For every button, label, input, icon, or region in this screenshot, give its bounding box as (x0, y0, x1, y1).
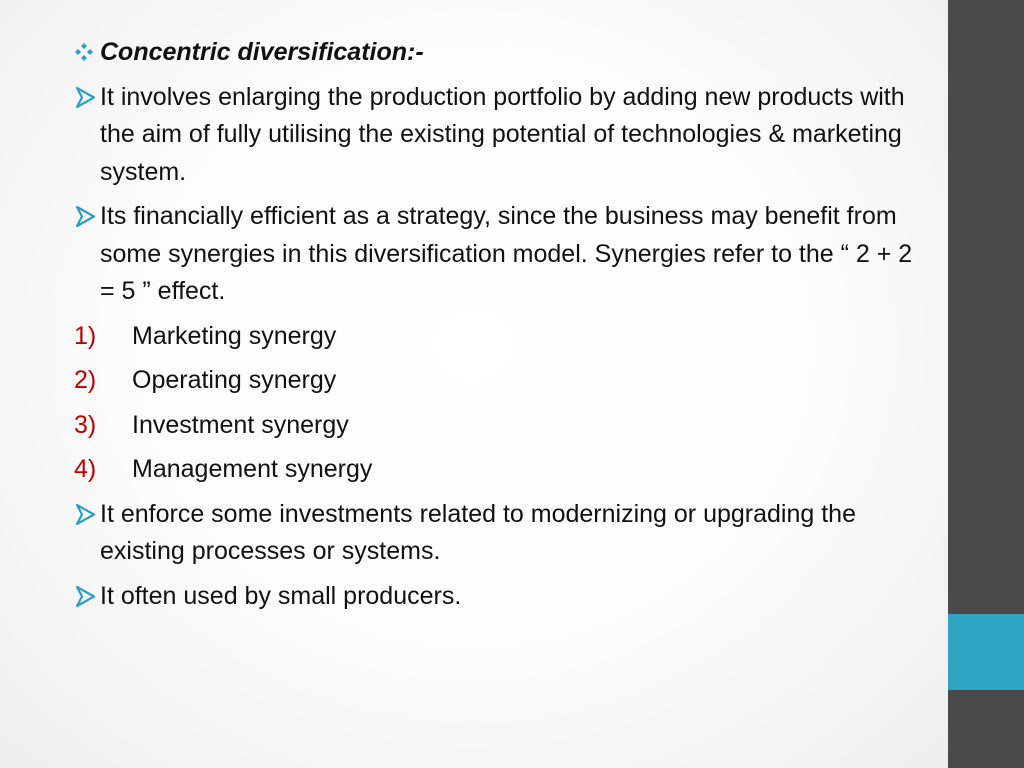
bullet-text: Its financially efficient as a strategy, since the business may benefit from some synergies in this diversification model. Synergies refer to the “ 2 + 2 = 5 ” effect. (100, 202, 913, 305)
item-text: Management synergy (132, 455, 373, 483)
heading-row (74, 34, 924, 72)
item-number: 3) (74, 410, 97, 439)
item-text: Marketing synergy (132, 321, 337, 350)
bullet-item (74, 578, 924, 616)
arrowhead-icon (74, 79, 100, 117)
bullet-item (74, 79, 924, 192)
slide-content (74, 34, 924, 622)
arrowhead-icon (74, 496, 100, 534)
numbered-item (74, 362, 924, 400)
numbered-item (74, 451, 924, 489)
side-accent-block (948, 614, 1024, 690)
bullet-text: It often used by small producers. (100, 581, 462, 610)
item-number: 4) (74, 455, 97, 483)
arrowhead-icon (74, 198, 100, 236)
item-text: Operating synergy (132, 366, 337, 394)
bullet-text: It involves enlarging the production portfolio by adding new products with the aim of fully utilising the existing potential of technologies & marketing system. (100, 82, 905, 186)
item-number: 2) (74, 366, 97, 394)
bullet-item (74, 496, 924, 571)
item-number: 1) (74, 321, 97, 350)
diamond-cluster-icon (74, 34, 100, 72)
numbered-item (74, 318, 924, 356)
bullet-text: It enforce some investments related to modernizing or upgrading the existing processes or systems. (100, 499, 856, 565)
arrowhead-icon (74, 578, 100, 616)
slide-heading: Concentric diversification:- (100, 38, 424, 66)
item-text: Investment synergy (132, 410, 349, 439)
bullet-item (74, 198, 924, 311)
numbered-item (74, 407, 924, 445)
